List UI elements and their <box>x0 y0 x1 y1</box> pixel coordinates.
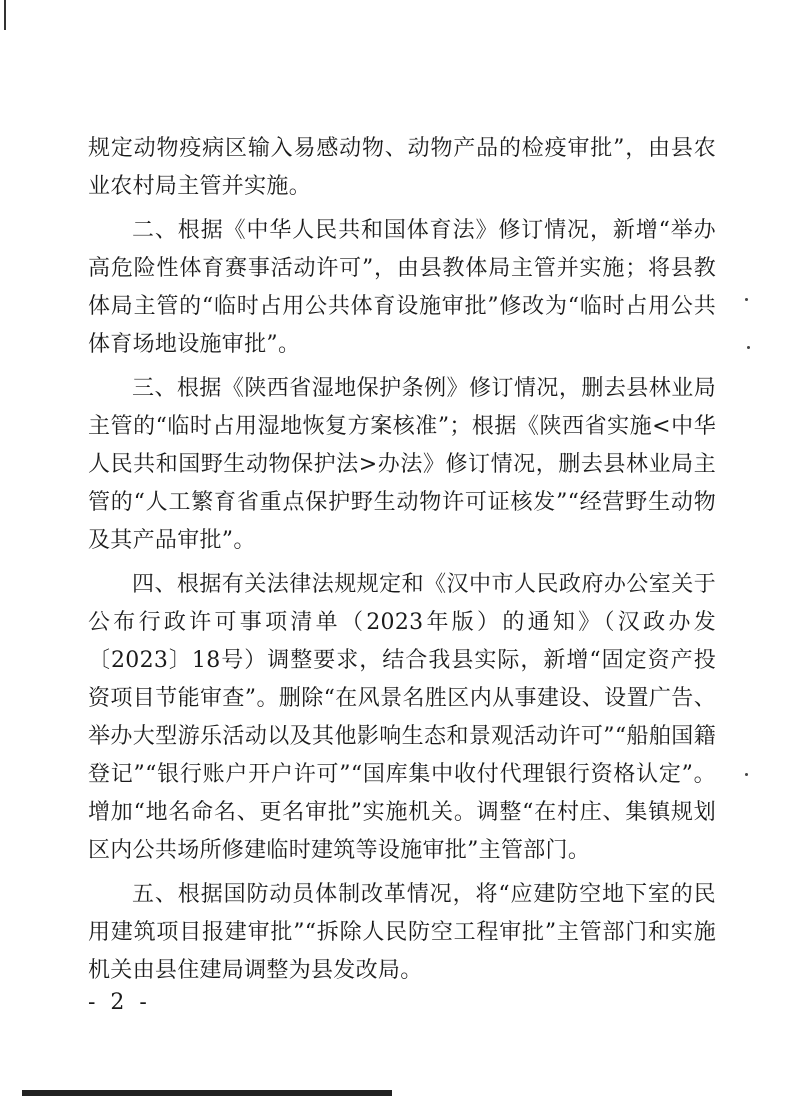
scan-speck <box>747 346 750 349</box>
scan-speck <box>745 298 748 301</box>
paragraph-item-5: 五、根据国防动员体制改革情况，将“应建防空地下室的民用建筑项目报建审批”“拆除人民防空工程审批”主管部门和实施机关由县住建局调整为县发改局。 <box>88 882 716 983</box>
page-number: - 2 - <box>88 990 151 1015</box>
paragraph-item-2: 二、根据《中华人民共和国体育法》修订情况，新增“举办高危险性体育赛事活动许可”，由县教体局主管并实施；将县教体局主管的“临时占用公共体育设施审批”修改为“临时占用公共体育场地设施审批”。 <box>88 218 716 357</box>
document-body <box>88 130 716 990</box>
paragraph-item-3: 三、根据《陕西省湿地保护条例》修订情况，删去县林业局主管的“临时占用湿地恢复方案核准”；根据《陕西省实施<中华人民共和国野生动物保护法>办法》修订情况，删去县林业局主管的“人工繁育省重点保护野生动物许可证核发”“经营野生动物及其产品审批”。 <box>88 376 716 553</box>
scan-bottom-bar <box>22 1090 392 1096</box>
scan-speck <box>745 773 748 776</box>
paragraph-continuation: 规定动物疫病区输入易感动物、动物产品的检疫审批”，由县农业农村局主管并实施。 <box>88 136 716 199</box>
paragraph-item-4: 四、根据有关法律法规规定和《汉中市人民政府办公室关于公布行政许可事项清单（2023年版）的通知》（汉政办发〔2023〕18号）调整要求，结合我县实际，新增“固定资产投资项目节能审查”。删除“在风景名胜区内从事建设、设置广告、举办大型游乐活动以及其他影响生态和景观活动许可”“船舶国籍登记”“银行账户开户许可”“国库集中收付代理银行资格认定”。增加“地名命名、更名审批”实施机关。调整“在村庄、集镇规划区内公共场所修建临时建筑等设施审批”主管部门。 <box>88 572 716 863</box>
scan-edge-mark <box>4 0 6 30</box>
